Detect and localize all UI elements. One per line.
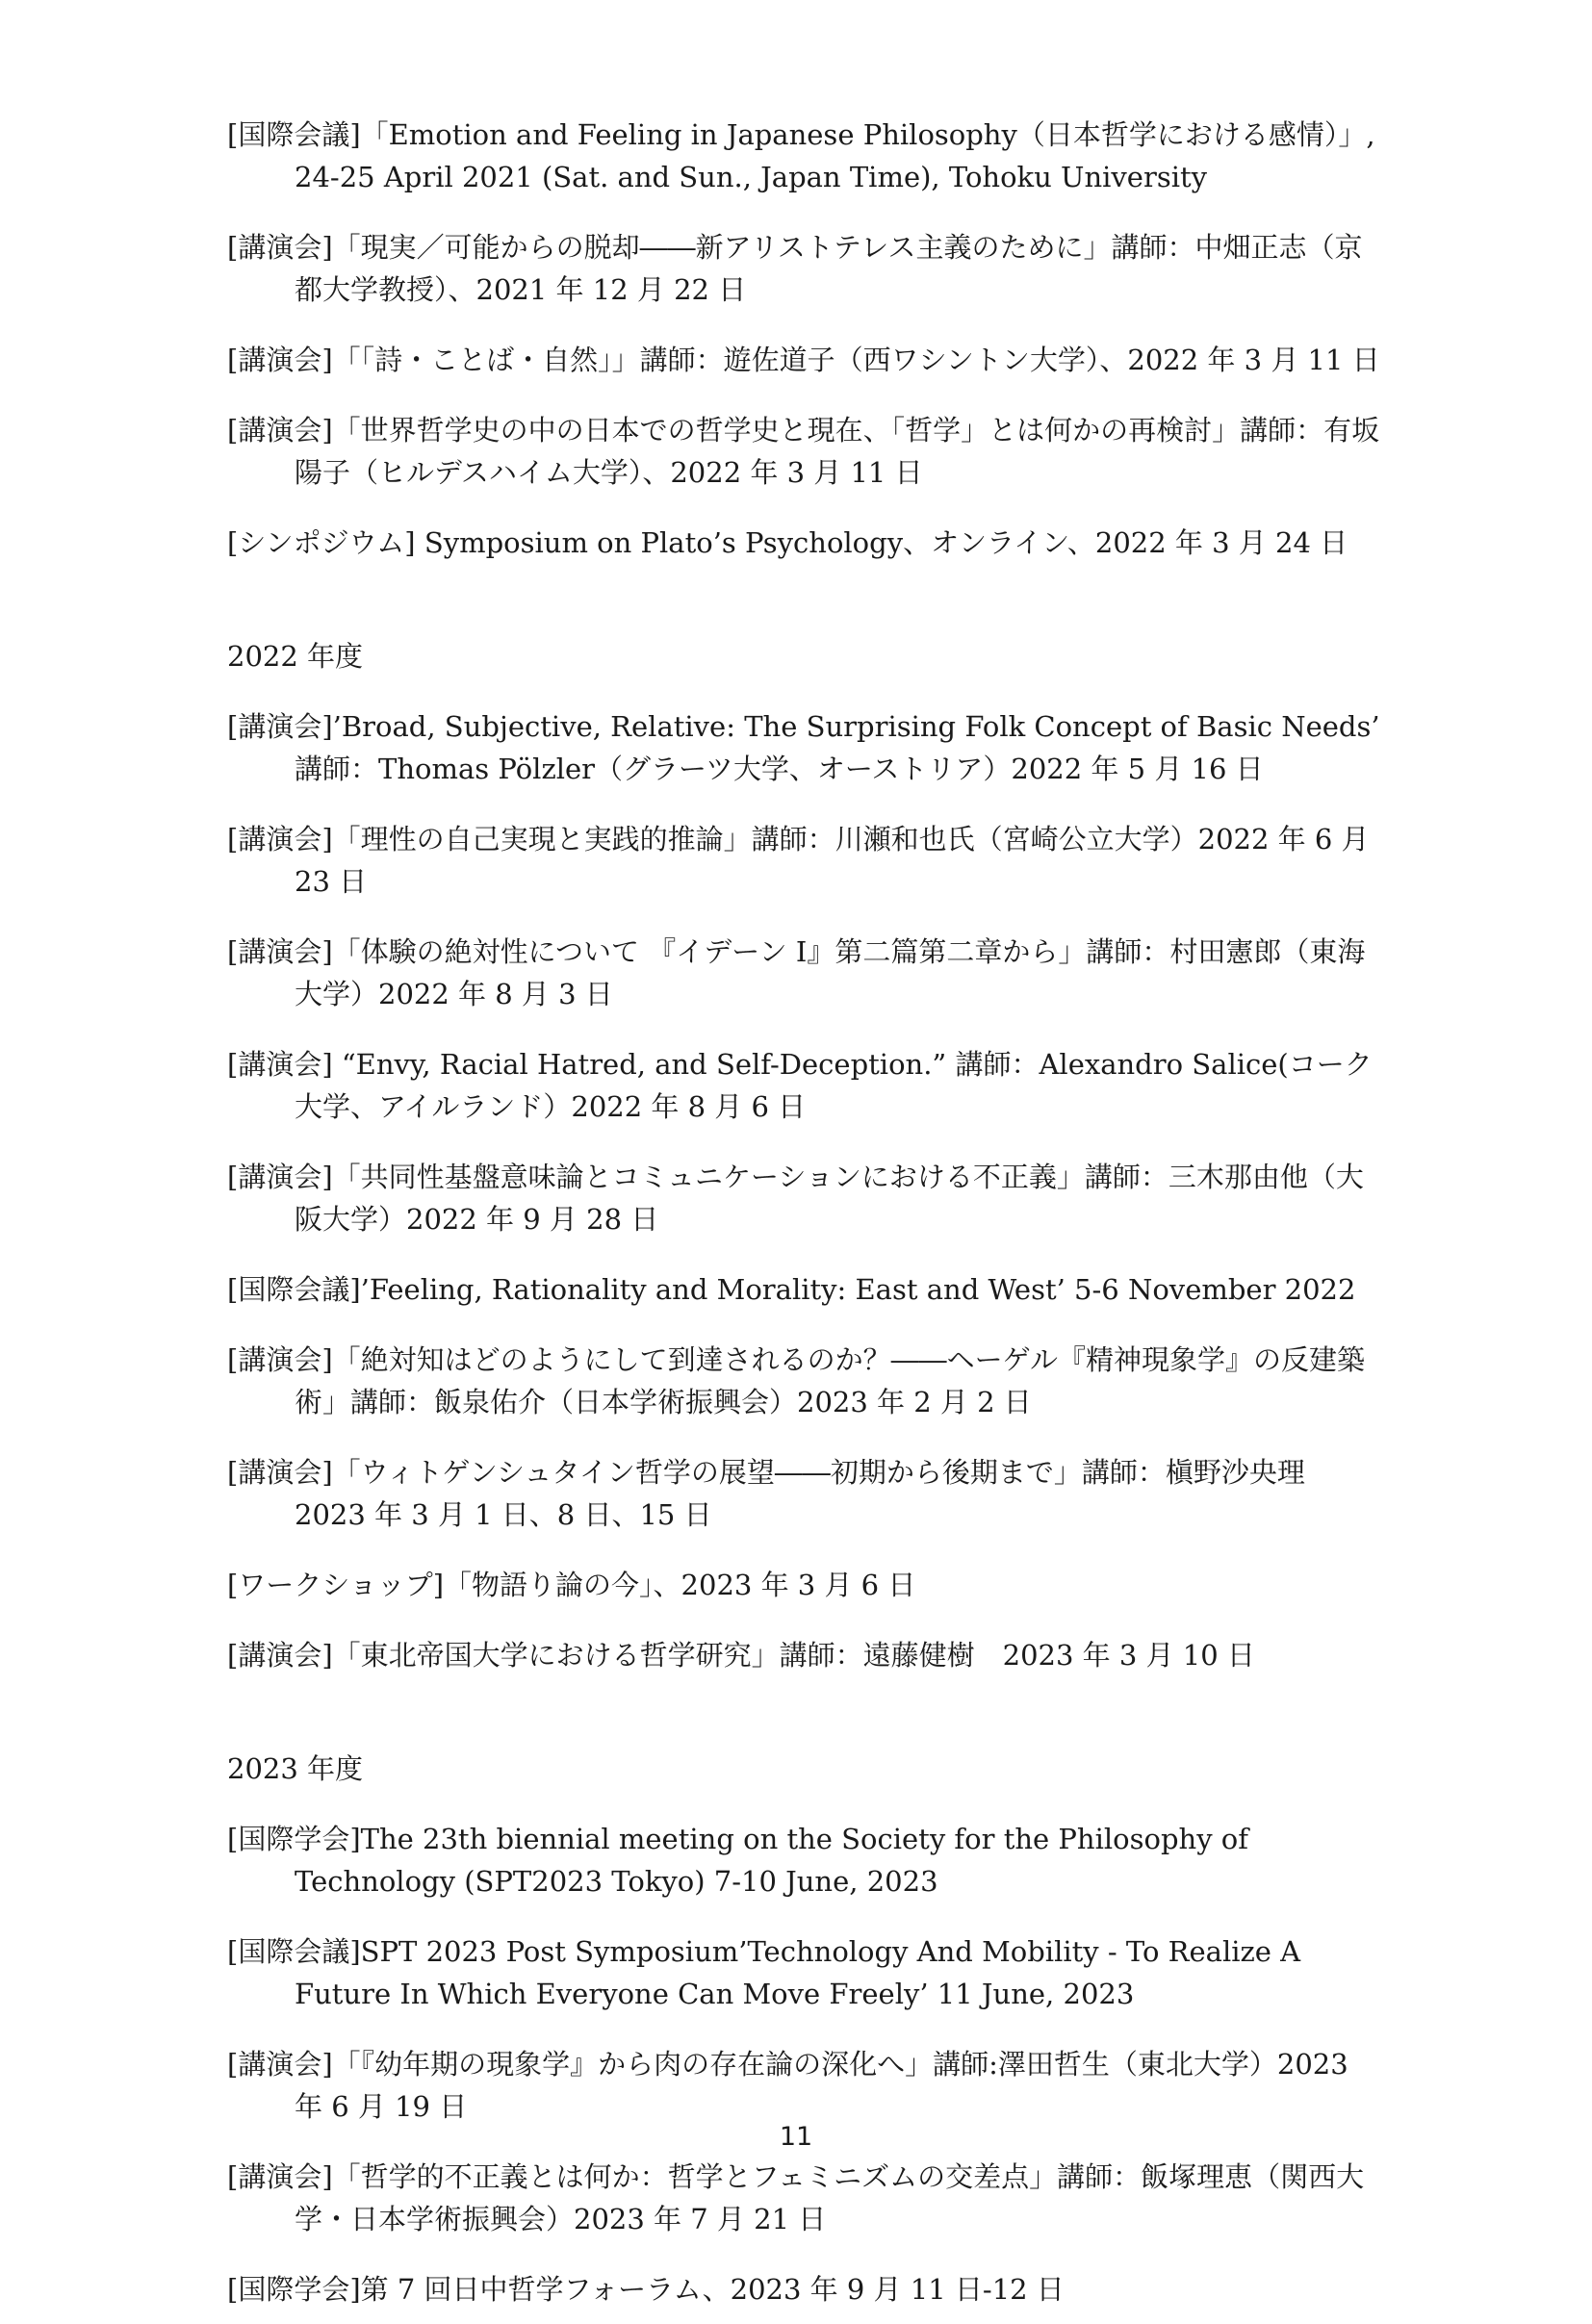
list-item: [講演会]「絶対知はどのようにして到達されるのか？――ヘーゲル『精神現象学』の反建築術」講師：飯泉佑介（日本学術振興会）2023 年 2 月 2 日 bbox=[227, 1343, 1366, 1418]
section-2021 bbox=[227, 114, 1382, 564]
list-item: [講演会]「『幼年期の現象学』から肉の存在論の深化へ」講師:澤田哲生（東北大学）2023 年 6 月 19 日 bbox=[227, 2048, 1348, 2123]
list-item: [講演会]「「詩・ことば・自然」」講師：遊佐道子（西ワシントン大学）、2022 年 3 月 11 日 bbox=[227, 344, 1380, 376]
document-page bbox=[227, 114, 1382, 2324]
list-item: [国際会議]「Emotion and Feeling in Japanese Philosophy（日本哲学における感情）」, 24-25 April 2021 (Sat. and Sun., Japan Time), Tohoku University bbox=[227, 118, 1375, 193]
section-2022 bbox=[227, 635, 1382, 1676]
list-item: [講演会]「東北帝国大学における哲学研究」講師：遠藤健樹 2023 年 3 月 10 日 bbox=[227, 1639, 1255, 1672]
list-item: [シンポジウム] Symposium on Plato’s Psychology、オンライン、2022 年 3 月 24 日 bbox=[227, 526, 1348, 559]
list-item: [講演会]「理性の自己実現と実践的推論」講師：川瀬和也氏（宮崎公立大学）2022 年 6 月 23 日 bbox=[227, 823, 1370, 898]
list-item: [講演会]「体験の絶対性について 『イデーン I』第二篇第二章から」講師：村田憲郎（東海大学）2022 年 8 月 3 日 bbox=[227, 935, 1366, 1010]
list-item: [講演会]「現実／可能からの脱却――新アリストテレス主義のために」講師：中畑正志（京都大学教授）、2021 年 12 月 22 日 bbox=[227, 231, 1363, 306]
list-item: [国際学会]The 23th biennial meeting on the Society for the Philosophy of Technology (SPT2023 Tokyo) 7-10 June, 2023 bbox=[227, 1823, 1248, 1898]
list-item: [国際会議]’Feeling, Rationality and Morality: East and West’ 5-6 November 2022 bbox=[227, 1273, 1356, 1306]
section-heading: 2023 年度 bbox=[227, 1752, 364, 1785]
list-item: [講演会]「世界哲学史の中の日本での哲学史と現在、「哲学」とは何かの再検討」講師：有坂陽子（ヒルデスハイム大学）、2022 年 3 月 11 日 bbox=[227, 414, 1380, 489]
section-heading: 2022 年度 bbox=[227, 640, 364, 673]
list-item: [国際会議]SPT 2023 Post Symposium’Technology And Mobility - To Realize A Future In Which Everyone Can Move Freely’ 11 June, 2023 bbox=[227, 1935, 1301, 2010]
section-2023 bbox=[227, 1748, 1382, 2311]
list-item: [講演会]「ウィトゲンシュタイン哲学の展望――初期から後期まで」講師：槇野沙央理 2023 年 3 月 1 日、8 日、15 日 bbox=[227, 1456, 1305, 1531]
list-item: [講演会]「共同性基盤意味論とコミュニケーションにおける不正義」講師：三木那由他（大阪大学）2022 年 9 月 28 日 bbox=[227, 1161, 1364, 1236]
page-number: 11 bbox=[779, 2122, 813, 2152]
list-item: [ワークショップ]「物語り論の今」、2023 年 3 月 6 日 bbox=[227, 1569, 916, 1601]
list-item: [講演会]’Broad, Subjective, Relative: The Surprising Folk Concept of Basic Needs’ 講師：Thomas Pölzler（グラーツ大学、オーストリア）2022 年 5 月 16 日 bbox=[227, 710, 1380, 785]
list-item: [国際学会]第 7 回日中哲学フォーラム、2023 年 9 月 11 日-12 日 bbox=[227, 2273, 1065, 2306]
list-item: [講演会]「哲学的不正義とは何か：哲学とフェミニズムの交差点」講師：飯塚理恵（関西大学・日本学術振興会）2023 年 7 月 21 日 bbox=[227, 2160, 1365, 2235]
list-item: [講演会] “Envy, Racial Hatred, and Self-Deception.” 講師：Alexandro Salice(コーク大学、アイルランド）2022 年 8 月 6 日 bbox=[227, 1048, 1373, 1123]
